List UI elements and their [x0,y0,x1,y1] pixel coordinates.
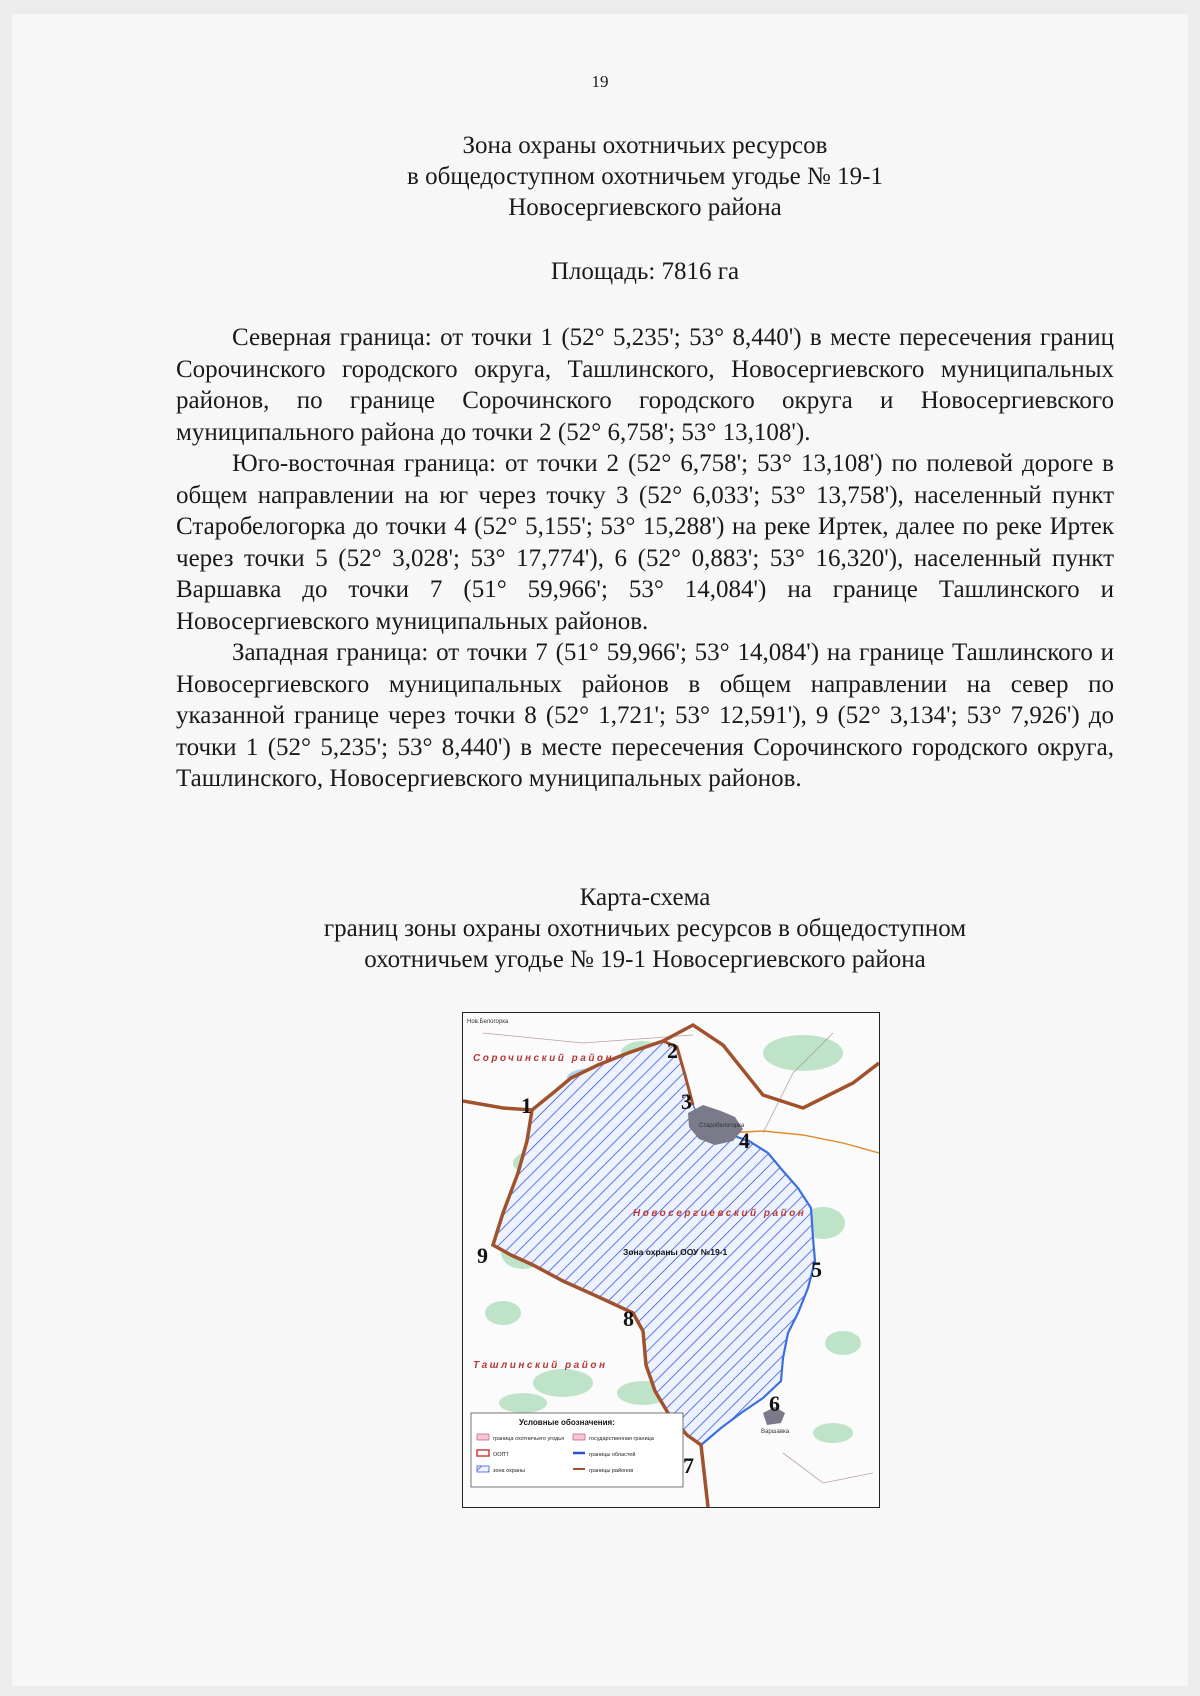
map-corner-label: Нов.Белогорка [467,1019,509,1025]
caption-line: охотничьем угодье № 19-1 Новосергиевского района [364,946,926,973]
point-8-label: 8 [623,1306,634,1331]
map-svg [463,1013,879,1507]
area-statement: Площадь: 7816 га [550,258,740,285]
document-title [176,130,1114,223]
legend-item-label: границы областей [589,1452,636,1458]
southeast-boundary-paragraph: Юго-восточная граница: от точки 2 (52° 6,758'; 53° 13,108') по полевой дороге в общем направлении на юг через точку 3 (52° 6,033'; 53° 13,758'), населенный пункт Старобелогорка до точки 4 (52° 5,155'; 53° 15,288') на реке Иртек, далее по реке Иртек через точки 5 (52° 3,028'; 53° 17,774'), 6 (52° 0,883'; 53° 16,320'), населенный пункт Варшавка до точки 7 (51° 59,966'; 53° 14,084') на границе Ташлинского и Новосергиевского муниципальных районов. [176,450,1114,635]
boundary-description [176,322,1114,795]
district-label-sorochinsky: Сорочинский район [473,1053,615,1064]
boundary-map [462,1012,880,1508]
title-line: Зона охраны охотничьих ресурсов [462,132,828,159]
point-9-label: 9 [477,1243,488,1268]
west-boundary-paragraph: Западная граница: от точки 7 (51° 59,966'; 53° 14,084') на границе Ташлинского и Новосергиевского муниципальных районов в общем направлении на север по указанной границе через точки 8 (52° 1,721'; 53° 12,591'), 9 (52° 3,134'; 53° 7,926') до точки 1 (52° 5,235'; 53° 8,440') в месте пересечения Сорочинского городского округа, Ташлинского, Новосергиевского муниципальных районов. [176,639,1114,792]
point-2-label: 2 [667,1038,678,1063]
page-number: 19 [591,72,609,91]
caption-line: Карта-схема [579,884,711,911]
settlement-label: Старобелогорка [699,1123,745,1129]
legend-item-label: границы районов [589,1468,634,1474]
district-label-tashlinsky: Ташлинский район [473,1360,608,1371]
caption-line: границ зоны охраны охотничьих ресурсов в общедоступном [323,915,967,942]
point-7-label: 7 [683,1453,694,1478]
point-5-label: 5 [811,1257,822,1282]
district-label-novosergievsky: Новосергиевский район [633,1208,807,1219]
legend-item-label: граница охотничьего угодья [493,1436,565,1442]
point-3-label: 3 [681,1089,692,1114]
legend-item-label: государственная граница [589,1436,654,1442]
north-boundary-paragraph: Северная граница: от точки 1 (52° 5,235'; 53° 8,440') в месте пересечения границ Сорочинского городского округа, Ташлинского, Новосергиевского муниципальных районов, по границе Сорочинского городского округа и Новосергиевского муниципального района до точки 2 (52° 6,758'; 53° 13,108'). [176,324,1114,446]
legend-title: Условные обозначения: [519,1418,615,1427]
zone-label: Зона охраны ООУ №19-1 [623,1247,728,1257]
map-legend [471,1413,683,1487]
legend-item-label: зона охраны [493,1468,525,1474]
point-6-label: 6 [769,1391,780,1416]
settlement-label: Варшавка [761,1429,790,1435]
map-caption [176,882,1114,975]
point-4-label: 4 [739,1128,750,1153]
point-1-label: 1 [521,1093,532,1118]
title-line: в общедоступном охотничьем угодье № 19-1 [407,163,883,190]
legend-item-label: ООПТ [493,1452,509,1458]
title-line: Новосергиевского района [508,194,782,221]
